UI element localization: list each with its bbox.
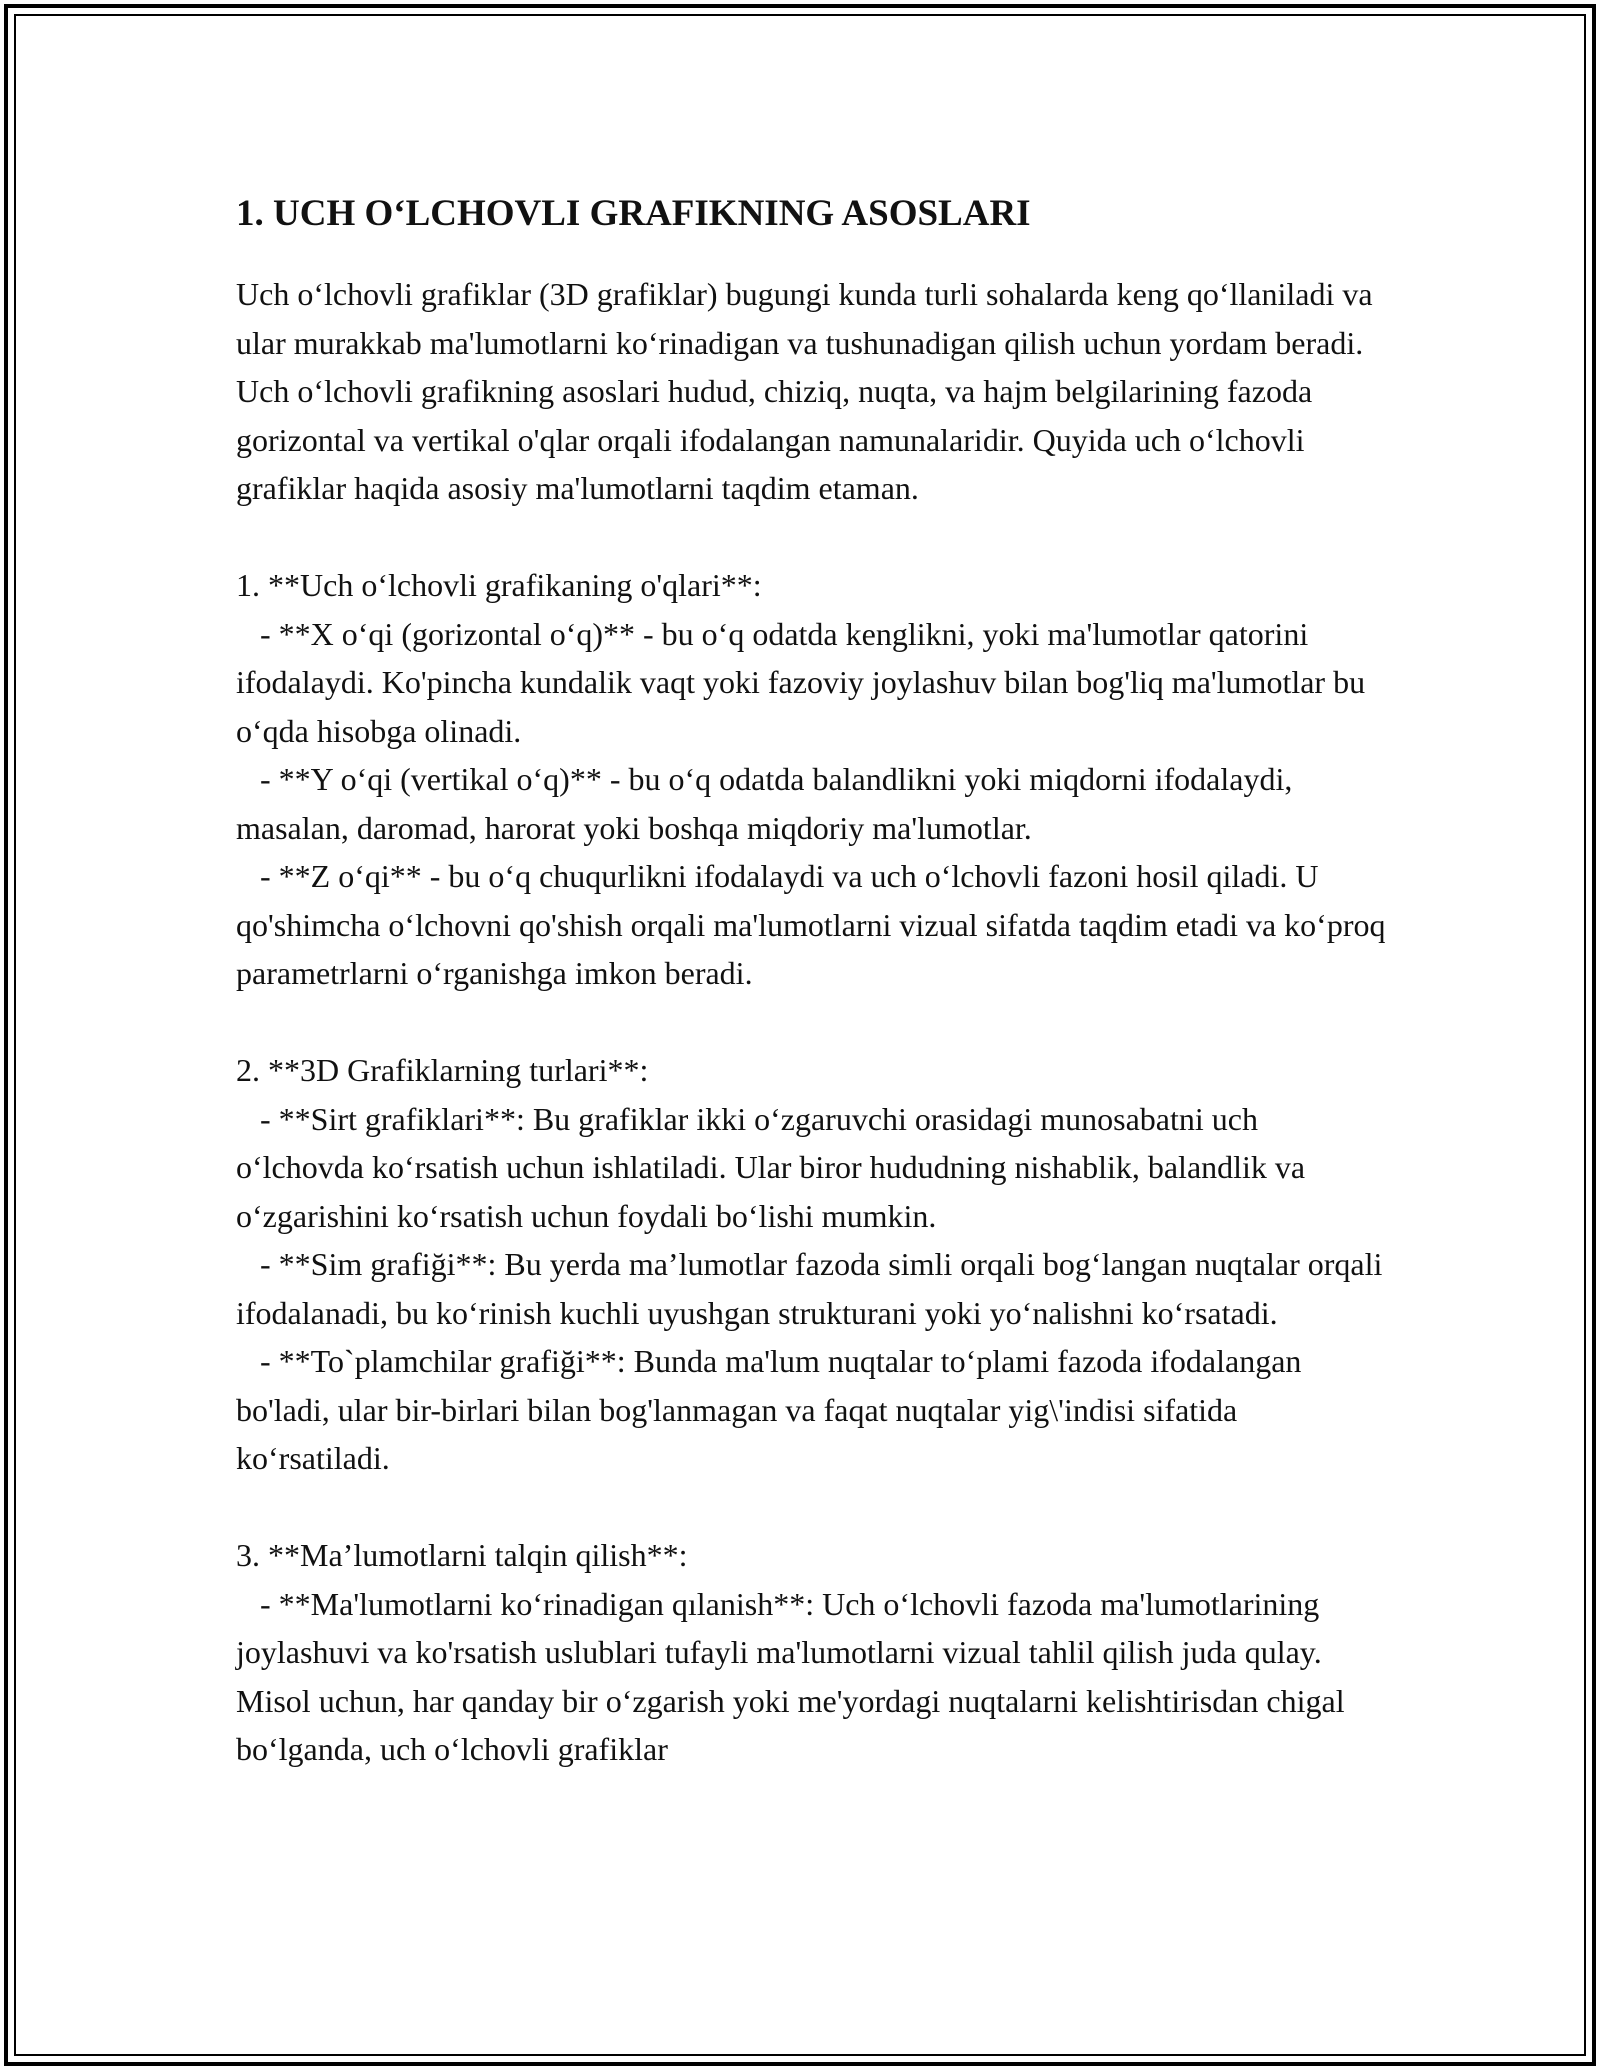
section-3-heading: 3. **Ma’lumotlarni talqin qilish**: [236, 1537, 688, 1573]
paragraph-gap [236, 998, 1386, 1047]
document-body [236, 188, 1394, 1774]
intro-paragraph: Uch o‘lchovli grafiklar (3D grafiklar) bugungi kunda turli sohalarda keng qo‘llaniladi va ular murakkab ma'lumotlarni ko‘rinadigan va tushunadigan qilish uchun yordam beradi. Uch o‘lchovli grafikning asoslari hudud, chiziq, nuqta, va hajm belgilarining fazoda gorizontal va vertikal o'qlar orqali ifodalangan namunalaridir. Quyida uch o‘lchovli grafiklar haqida asosiy ma'lumotlarni taqdim etaman. [236, 276, 1381, 506]
section-2-heading: 2. **3D Grafiklarning turlari**: [236, 1052, 649, 1088]
paragraph-gap [236, 1483, 1386, 1532]
section-1-item-z-axis: - **Z o‘qi** - bu o‘q chuqurlikni ifodalaydi va uch o‘lchovli fazoni hosil qiladi. U qo'shimcha o‘lchovni qo'shish orqali ma'lumotlarni vizual sifatda taqdim etadi va ko‘proq parametrlarni o‘rganishga imkon beradi. [236, 858, 1394, 991]
section-2-item-scatter: - **To`plamchilar grafiği**: Bunda ma'lum nuqtalar to‘plami fazoda ifodalangan bo'ladi, ular bir-birlari bilan bog'lanmagan va faqat nuqtalar yig\'indisi sifatida ko‘rsatiladi. [236, 1343, 1310, 1476]
paragraph-gap [236, 513, 1386, 562]
section-1-item-x-axis: - **X o‘qi (gorizontal o‘q)** - bu o‘q odatda kenglikni, yoki ma'lumotlar qatorini ifodalaydi. Ko'pincha kundalik vaqt yoki fazoviy joylashuv bilan bog'liq ma'lumotlar bu o‘qda hisobga olinadi. [236, 615, 1374, 749]
section-3-item-visualization: - **Ma'lumotlarni ko‘rinadigan qılanish**: Uch o‘lchovli fazoda ma'lumotlarining joylashuvi va ko'rsatish uslublari tufayli ma'lumotlarni vizual tahlil qilish juda qulay. Misol uchun, har qanday bir o‘zgarish yoki me'yordagi nuqtalarni kelishtirisdan chigal bo‘lganda, uch o‘lchovli grafiklar [236, 1585, 1353, 1767]
section-1-heading: 1. **Uch o‘lchovli grafikaning o'qlari**: [236, 567, 762, 603]
section-1-item-y-axis: - **Y o‘qi (vertikal o‘q)** - bu o‘q odatda balandlikni yoki miqdorni ifodalaydi, masalan, daromad, harorat yoki boshqa miqdoriy ma'lumotlar. [236, 761, 1301, 846]
section-2-item-wire: - **Sim grafiği**: Bu yerda ma’lumotlar fazoda simli orqali bog‘langan nuqtalar orqali ifodalanadi, bu ko‘rinish kuchli uyushgan strukturani yoki yo‘nalishni ko‘rsatadi. [236, 1246, 1391, 1331]
document-title: 1. UCH O‘LCHOVLI GRAFIKNING ASOSLARI [236, 193, 1031, 234]
section-2-item-surface: - **Sirt grafiklari**: Bu grafiklar ikki o‘zgaruvchi orasidagi munosabatni uch o‘lchovda ko‘rsatish uchun ishlatiladi. Ular biror hududning nishablik, balandlik va o‘zgarishini ko‘rsatish uchun foydali bo‘lishi mumkin. [236, 1100, 1314, 1234]
